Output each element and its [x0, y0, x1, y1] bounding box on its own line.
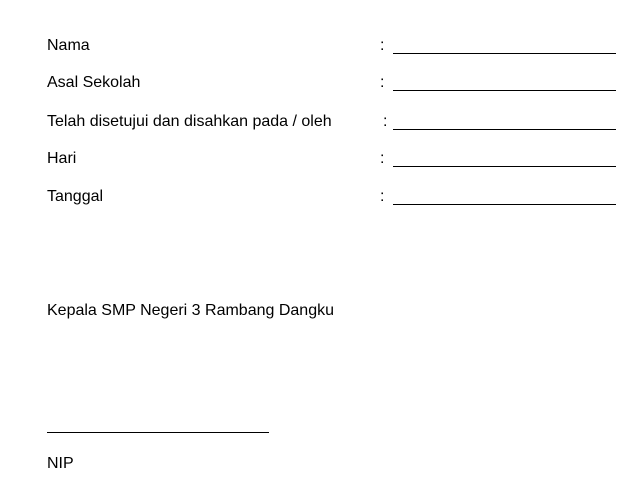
- signatory-title: Kepala SMP Negeri 3 Rambang Dangku: [47, 302, 334, 319]
- form-row-hari: [0, 147, 633, 171]
- blank-fill-line: [393, 53, 616, 54]
- field-colon: :: [383, 113, 388, 130]
- field-label-tanggal: Tanggal: [47, 188, 104, 205]
- blank-fill-line: [393, 204, 616, 205]
- field-colon: :: [380, 150, 385, 167]
- nip-label: NIP: [47, 455, 74, 472]
- blank-fill-line: [393, 90, 616, 91]
- form-row-asal-sekolah: [0, 71, 633, 95]
- field-label-disetujui: Telah disetujui dan disahkan pada / oleh: [47, 113, 332, 130]
- form-row-tanggal: [0, 185, 633, 209]
- form-row-nama: [0, 34, 633, 58]
- field-label-nama: Nama: [47, 37, 90, 54]
- field-colon: :: [380, 188, 385, 205]
- form-row-disetujui: [0, 110, 633, 134]
- field-label-asal-sekolah: Asal Sekolah: [47, 74, 141, 91]
- field-colon: :: [380, 74, 385, 91]
- field-colon: :: [380, 37, 385, 54]
- signature-line: [47, 432, 269, 433]
- blank-fill-line: [393, 129, 616, 130]
- field-label-hari: Hari: [47, 150, 77, 167]
- blank-fill-line: [393, 166, 616, 167]
